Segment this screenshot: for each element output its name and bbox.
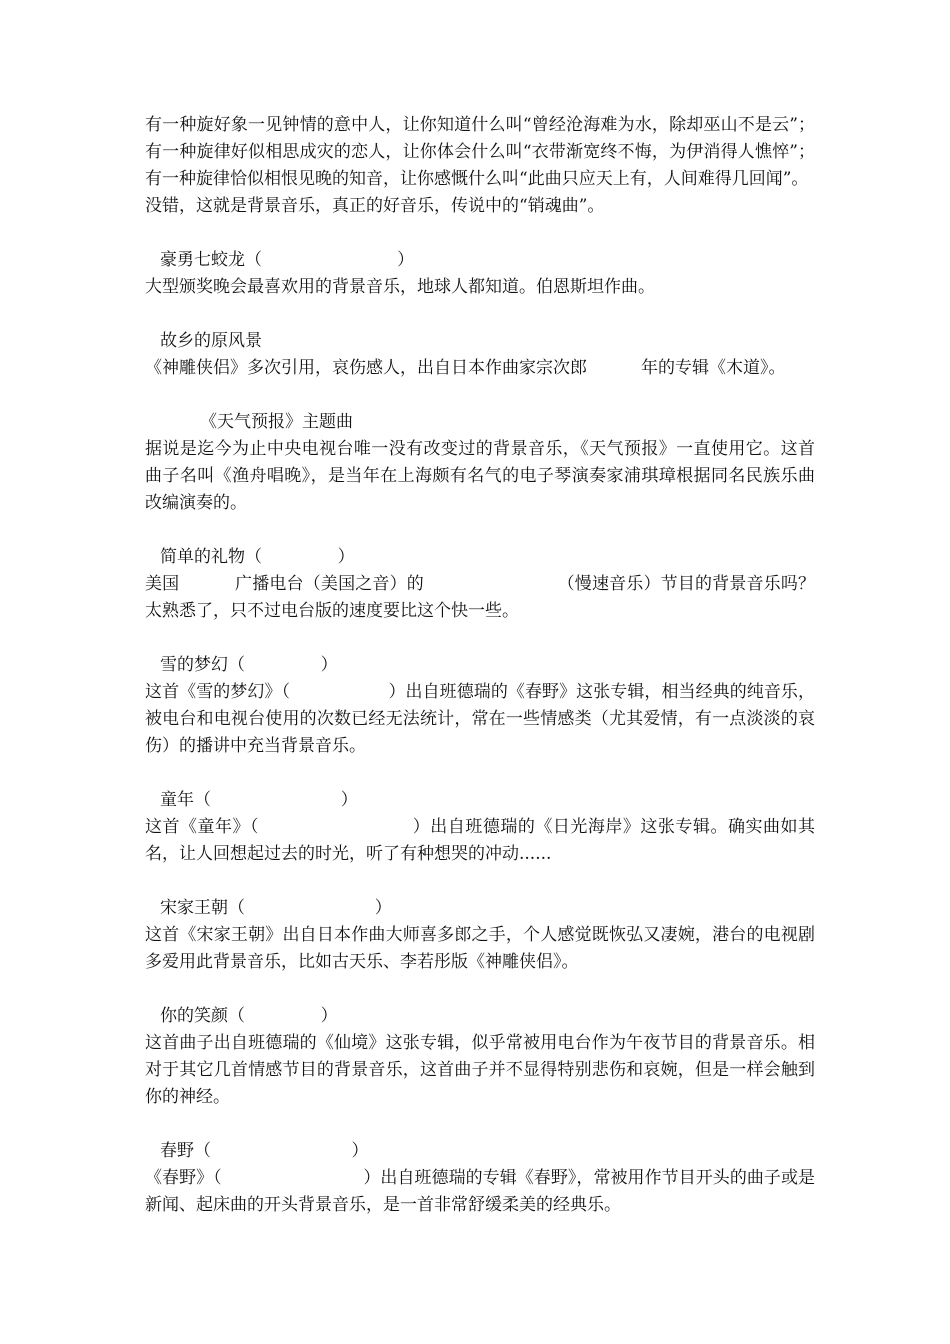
intro-summary: 没错，这就是背景音乐，真正的好音乐，传说中的“销魂曲”。 xyxy=(145,196,605,216)
section-title: 你的笑颜（ ） xyxy=(160,1006,338,1026)
section-body: 这首《童年》（ ）出自班德瑞的《日光海岸》这张专辑。确实曲如其名，让人回想起过去的时光，听了有种想哭的冲动...... xyxy=(145,817,815,864)
section-title: 简单的礼物（ ） xyxy=(160,547,355,567)
section-title: 《天气预报》主题曲 xyxy=(200,412,353,432)
section-body: 《春野》（ ）出自班德瑞的专辑《春野》，常被用作节目开头的曲子或是新闻、起床曲的开头背景音乐，是一首非常舒缓柔美的经典乐。 xyxy=(145,1168,815,1215)
section-body: 这首《宋家王朝》出自日本作曲大师喜多郎之手，个人感觉既恢弘又凄婉，港台的电视剧多爱用此背景音乐，比如古天乐、李若彤版《神雕侠侣》。 xyxy=(145,925,815,972)
section-title: 雪的梦幻（ ） xyxy=(160,655,338,675)
section-title: 豪勇七蛟龙（ ） xyxy=(160,250,415,270)
section-body: 美国 广播电台（美国之音）的 （慢速音乐）节目的背景音乐吗？太熟悉了，只不过电台版的速度要比这个快一些。 xyxy=(145,574,815,621)
section-body: 据说是迄今为止中央电视台唯一没有改变过的背景音乐，《天气预报》一直使用它。这首曲子名叫《渔舟唱晚》，是当年在上海颇有名气的电子琴演奏家浦琪璋根据同名民族乐曲改编演奏的。 xyxy=(145,439,815,513)
section-body: 这首曲子出自班德瑞的《仙境》这张专辑，似乎常被用电台作为午夜节目的背景音乐。相对于其它几首情感节目的背景音乐，这首曲子并不显得特别悲伤和哀婉，但是一样会触到你的神经。 xyxy=(145,1033,815,1107)
intro-paragraph: 有一种旋好象一见钟情的意中人，让你知道什么叫“曾经沧海难为水，除却巫山不是云”；有一种旋律好似相思成灾的恋人，让你体会什么叫“衣带渐宽终不悔，为伊消得人憔悴”；有一种旋律恰似相恨见晚的知音，让你感慨什么叫“此曲只应天上有，人间难得几回闻”。 xyxy=(145,115,815,189)
section-title: 故乡的原风景 xyxy=(160,331,262,351)
section-body: 大型颁奖晚会最喜欢用的背景音乐，地球人都知道。伯恩斯坦作曲。 xyxy=(145,277,655,297)
section-body: 这首《雪的梦幻》（ ）出自班德瑞的《春野》这张专辑，相当经典的纯音乐，被电台和电视台使用的次数已经无法统计，常在一些情感类（尤其爱情，有一点淡淡的哀伤）的播讲中充当背景音乐。 xyxy=(145,682,815,756)
section-title: 宋家王朝（ ） xyxy=(160,898,392,918)
section-body: 《神雕侠侣》多次引用，哀伤感人，出自日本作曲家宗次郎 年的专辑《木道》。 xyxy=(145,358,786,378)
section-title: 童年（ ） xyxy=(160,790,358,810)
section-title: 春野（ ） xyxy=(160,1141,369,1161)
document-body xyxy=(145,112,815,1219)
